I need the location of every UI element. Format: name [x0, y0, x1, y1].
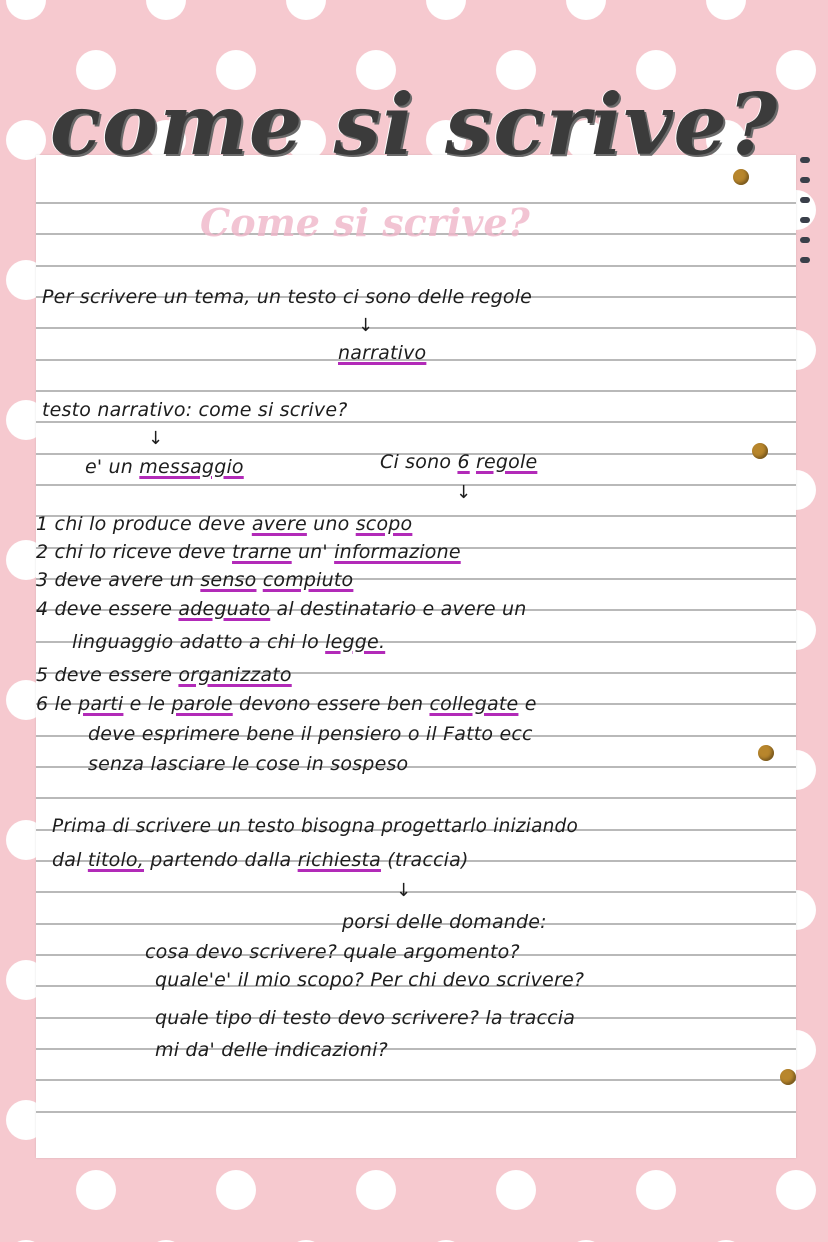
- binder-hole: [752, 443, 768, 459]
- spiral-coil: [800, 237, 810, 243]
- domanda-line: cosa devo scrivere? quale argomento?: [145, 941, 520, 963]
- prima-line-1: Prima di scrivere un testo bisogna progettarlo iniziando: [52, 816, 579, 837]
- domande-header: porsi delle domande:: [342, 911, 547, 933]
- rule-text: deve essere: [54, 598, 173, 620]
- rule-line: [88, 722, 533, 746]
- rule-highlight: senso: [200, 569, 257, 591]
- ci-sono-regole: regole: [475, 451, 538, 473]
- prima-line-2: [52, 848, 469, 872]
- intro-text: Per scrivere un tema, un testo ci sono delle: [42, 286, 465, 308]
- rule-text: devono essere ben: [238, 693, 424, 715]
- rule-line: [36, 597, 527, 621]
- rule-line: [88, 752, 408, 776]
- arrow-down-icon: ↓: [456, 482, 472, 503]
- rule-text: deve esprimere bene il pensiero o il Fatto ecc: [88, 723, 533, 745]
- page-title: come si scrive?: [49, 75, 779, 174]
- messaggio-line: [85, 455, 244, 479]
- rule-text: linguaggio adatto a chi lo: [72, 631, 319, 653]
- messaggio-word: messaggio: [139, 456, 244, 478]
- rule-text: al destinatario e avere un: [276, 598, 527, 620]
- rule-text: deve essere: [54, 664, 173, 686]
- question-line: testo narrativo: come si scrive?: [42, 399, 348, 421]
- rule-highlight: adeguato: [178, 598, 271, 620]
- rule-highlight: parti: [78, 693, 124, 715]
- intro-regole: regole: [470, 286, 533, 308]
- rule-line: [72, 630, 385, 654]
- ci-sono-pre: Ci sono: [380, 451, 452, 473]
- prima-richiesta: richiesta: [297, 849, 381, 871]
- rule-text: chi lo produce deve: [54, 513, 246, 535]
- rule-text: senza lasciare le cose in sospeso: [88, 753, 409, 775]
- ci-sono-line: [380, 450, 537, 474]
- rule-highlight: avere: [251, 513, 307, 535]
- rule-highlight: informazione: [334, 541, 461, 563]
- rule-text: e: [524, 693, 537, 715]
- domanda-line: quale tipo di testo devo scrivere? la traccia: [155, 1007, 576, 1029]
- rule-text: e le: [129, 693, 166, 715]
- arrow-down-icon: ↓: [396, 880, 412, 901]
- rule-highlight: organizzato: [178, 664, 292, 686]
- narrativo-label: [338, 341, 426, 365]
- rule-highlight: parole: [171, 693, 233, 715]
- rule-highlight: scopo: [355, 513, 413, 535]
- arrow-down-icon: ↓: [148, 428, 164, 449]
- rule-line: [36, 540, 461, 564]
- rule-line: [36, 663, 292, 687]
- rule-highlight: collegate: [429, 693, 519, 715]
- rule-line: [36, 568, 353, 592]
- rule-text: chi lo riceve deve: [54, 541, 226, 563]
- rule-number: 2: [36, 541, 49, 563]
- rule-text: le: [54, 693, 72, 715]
- rule-number: 1: [36, 513, 49, 535]
- domanda-line: mi da' delle indicazioni?: [155, 1039, 388, 1061]
- ci-sono-number: 6: [457, 451, 470, 473]
- rule-number: 5: [36, 664, 49, 686]
- rule-line: [36, 692, 537, 716]
- rule-highlight: compiuto: [262, 569, 354, 591]
- rule-text: uno: [313, 513, 350, 535]
- binder-hole: [758, 745, 774, 761]
- rule-text: un': [297, 541, 328, 563]
- domanda-line: quale'e' il mio scopo? Per chi devo scrivere?: [155, 969, 585, 991]
- prima-titolo: titolo,: [87, 849, 144, 871]
- binder-hole: [780, 1069, 796, 1085]
- rule-number: 4: [36, 598, 49, 620]
- rule-highlight: trarne: [232, 541, 292, 563]
- spiral-coil: [800, 257, 810, 263]
- spiral-coil: [800, 197, 810, 203]
- rule-line: [36, 512, 412, 536]
- rule-number: 6: [36, 693, 49, 715]
- rule-number: 3: [36, 569, 49, 591]
- faded-subtitle: Come si scrive?: [200, 200, 530, 245]
- narrativo-word: narrativo: [338, 342, 427, 364]
- arrow-down-icon: ↓: [358, 315, 374, 336]
- intro-line: [42, 285, 532, 309]
- prima-text: dal: [52, 849, 82, 871]
- rule-highlight: legge.: [325, 631, 386, 653]
- prima-text: (traccia): [387, 849, 469, 871]
- spiral-coil: [800, 217, 810, 223]
- messaggio-pre: e' un: [85, 456, 134, 478]
- rule-text: deve avere un: [54, 569, 195, 591]
- prima-text: partendo dalla: [150, 849, 292, 871]
